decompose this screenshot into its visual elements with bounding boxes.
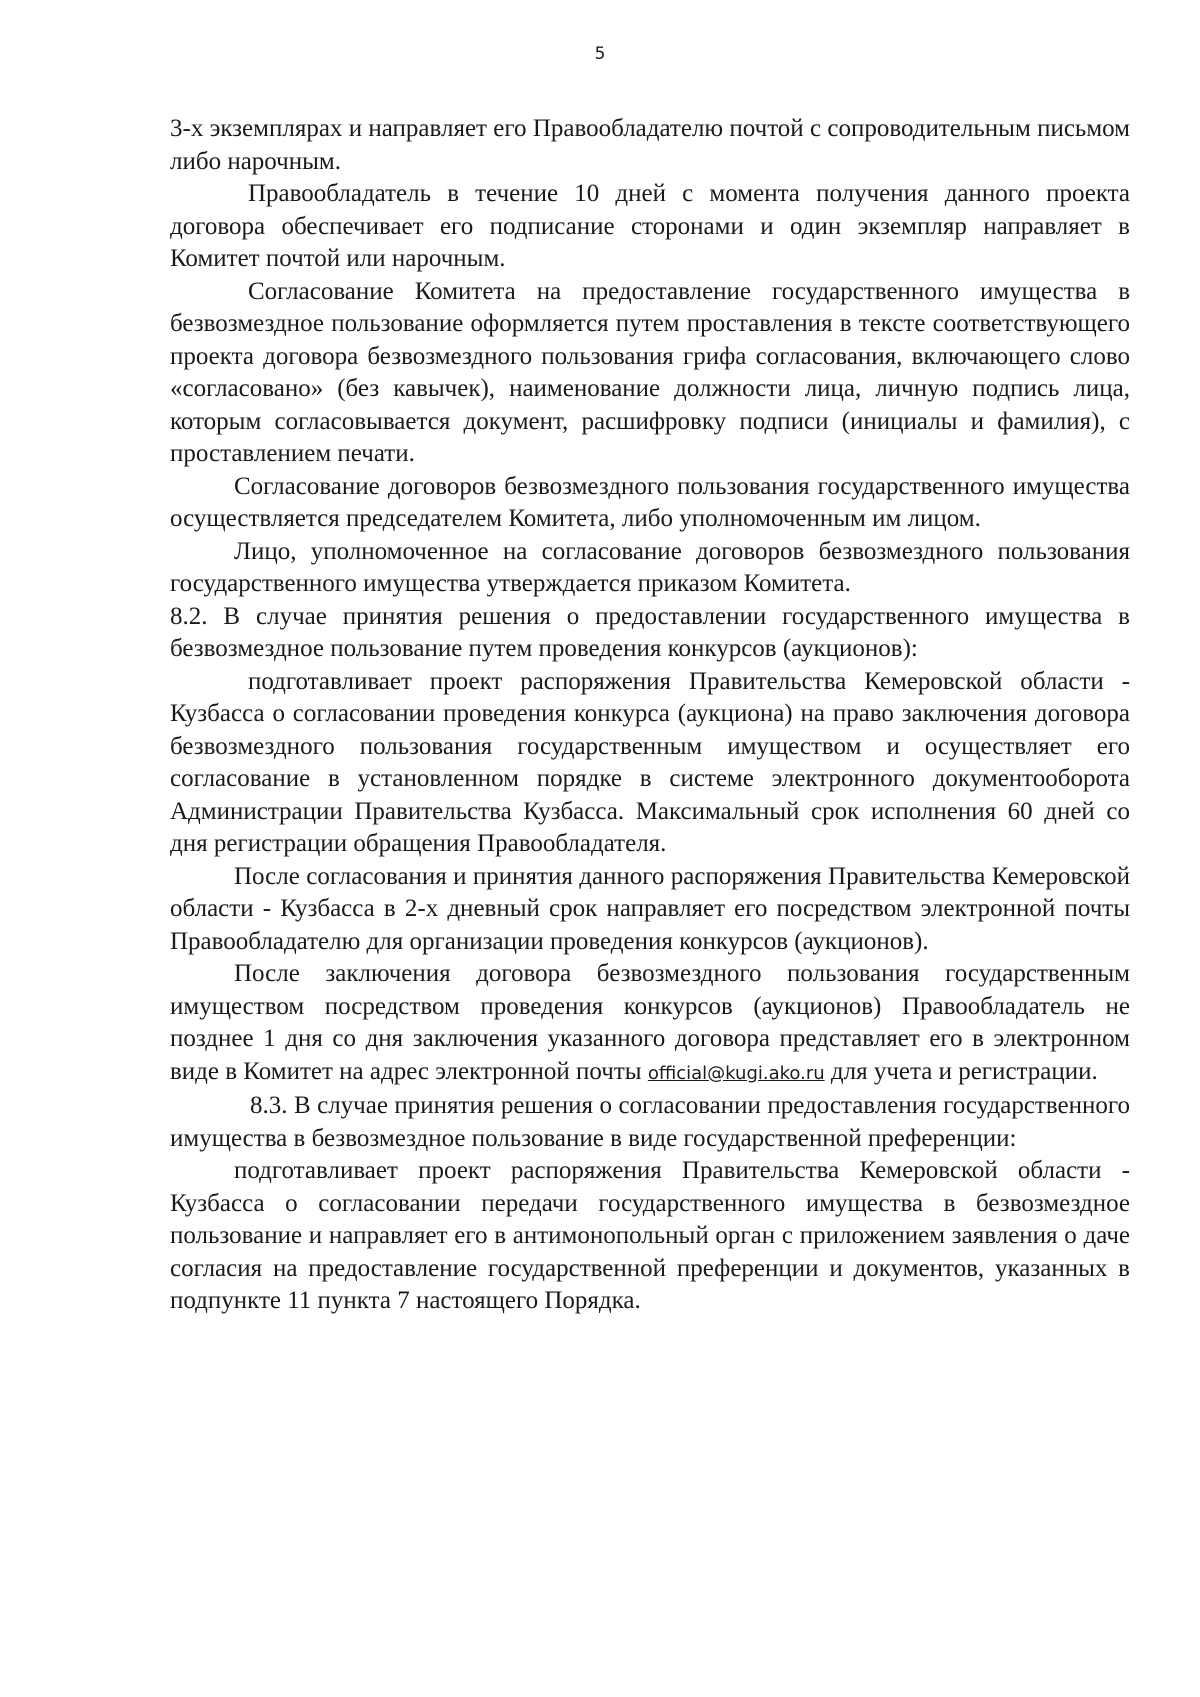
document-body	[170, 113, 1130, 1318]
paragraph-7: подготавливает проект распоряжения Правительства Кемеровской области - Кузбасса о согласовании проведения конкурса (аукциона) на право заключения договора безвозмездного пользования государственным имуществом и осуществляет его согласование в установленном порядке в системе электронного документооборота Администрации Правительства Кузбасса. Максимальный срок исполнения 60 дней со дня регистрации обращения Правообладателя.	[170, 667, 1130, 857]
paragraph-5: Лицо, уполномоченное на согласование договоров безвозмездного пользования государственного имущества утверждается приказом Комитета.	[170, 537, 1130, 597]
paragraph-1: 3-х экземплярах и направляет его Правообладателю почтой с сопроводительным письмом либо нарочным.	[170, 115, 1130, 175]
email-link[interactable]: official@kugi.ako.ru	[647, 1062, 825, 1084]
page-number: 5	[594, 44, 606, 64]
paragraph-10: 8.3. В случае принятия решения о согласовании предоставления государственного имущества в безвозмездное пользование в виде государственной преференции:	[170, 1092, 1130, 1152]
paragraph-2: Правообладатель в течение 10 дней с момента получения данного проекта договора обеспечивает его подписание сторонами и один экземпляр направляет в Комитет почтой или нарочным.	[170, 180, 1130, 272]
paragraph-6: 8.2. В случае принятия решения о предоставлении государственного имущества в безвозмездное пользование путем проведения конкурсов (аукционов):	[170, 602, 1130, 662]
paragraph-8: После согласования и принятия данного распоряжения Правительства Кемеровской области - Кузбасса в 2-х дневный срок направляет его посредством электронной почты Правообладателю для организации проведения конкурсов (аукционов).	[170, 862, 1130, 955]
paragraph-3: Согласование Комитета на предоставление государственного имущества в безвозмездное пользование оформляется путем проставления в тексте соответствующего проекта договора безвозмездного пользования грифа согласования, включающего слово «согласовано» (без кавычек), наименование должности лица, личную подпись лица, которым согласовывается документ, расшифровку подписи (инициалы и фамилия), с проставлением печати.	[170, 277, 1130, 467]
paragraph-9-text: После заключения договора безвозмездного пользования государственным имуществом посредством проведения конкурсов (аукционов) Правообладатель не позднее 1 дня со дня заключения указанного договора представляет его в электронном виде в Комитет на адрес электронной почты	[170, 960, 1130, 1085]
paragraph-4: Согласование договоров безвозмездного пользования государственного имущества осуществляется председателем Комитета, либо уполномоченным им лицом.	[170, 472, 1130, 532]
paragraph-9-tail: для учета и регистрации.	[830, 1057, 1098, 1085]
paragraph-11: подготавливает проект распоряжения Правительства Кемеровской области - Кузбасса о согласовании передачи государственного имущества в безвозмездное пользование и направляет его в антимонопольный орган с приложением заявления о даче согласия на предоставление государственной преференции и документов, указанных в подпункте 11 пункта 7 настоящего Порядка.	[170, 1157, 1130, 1314]
paragraph-9	[170, 958, 1130, 1090]
